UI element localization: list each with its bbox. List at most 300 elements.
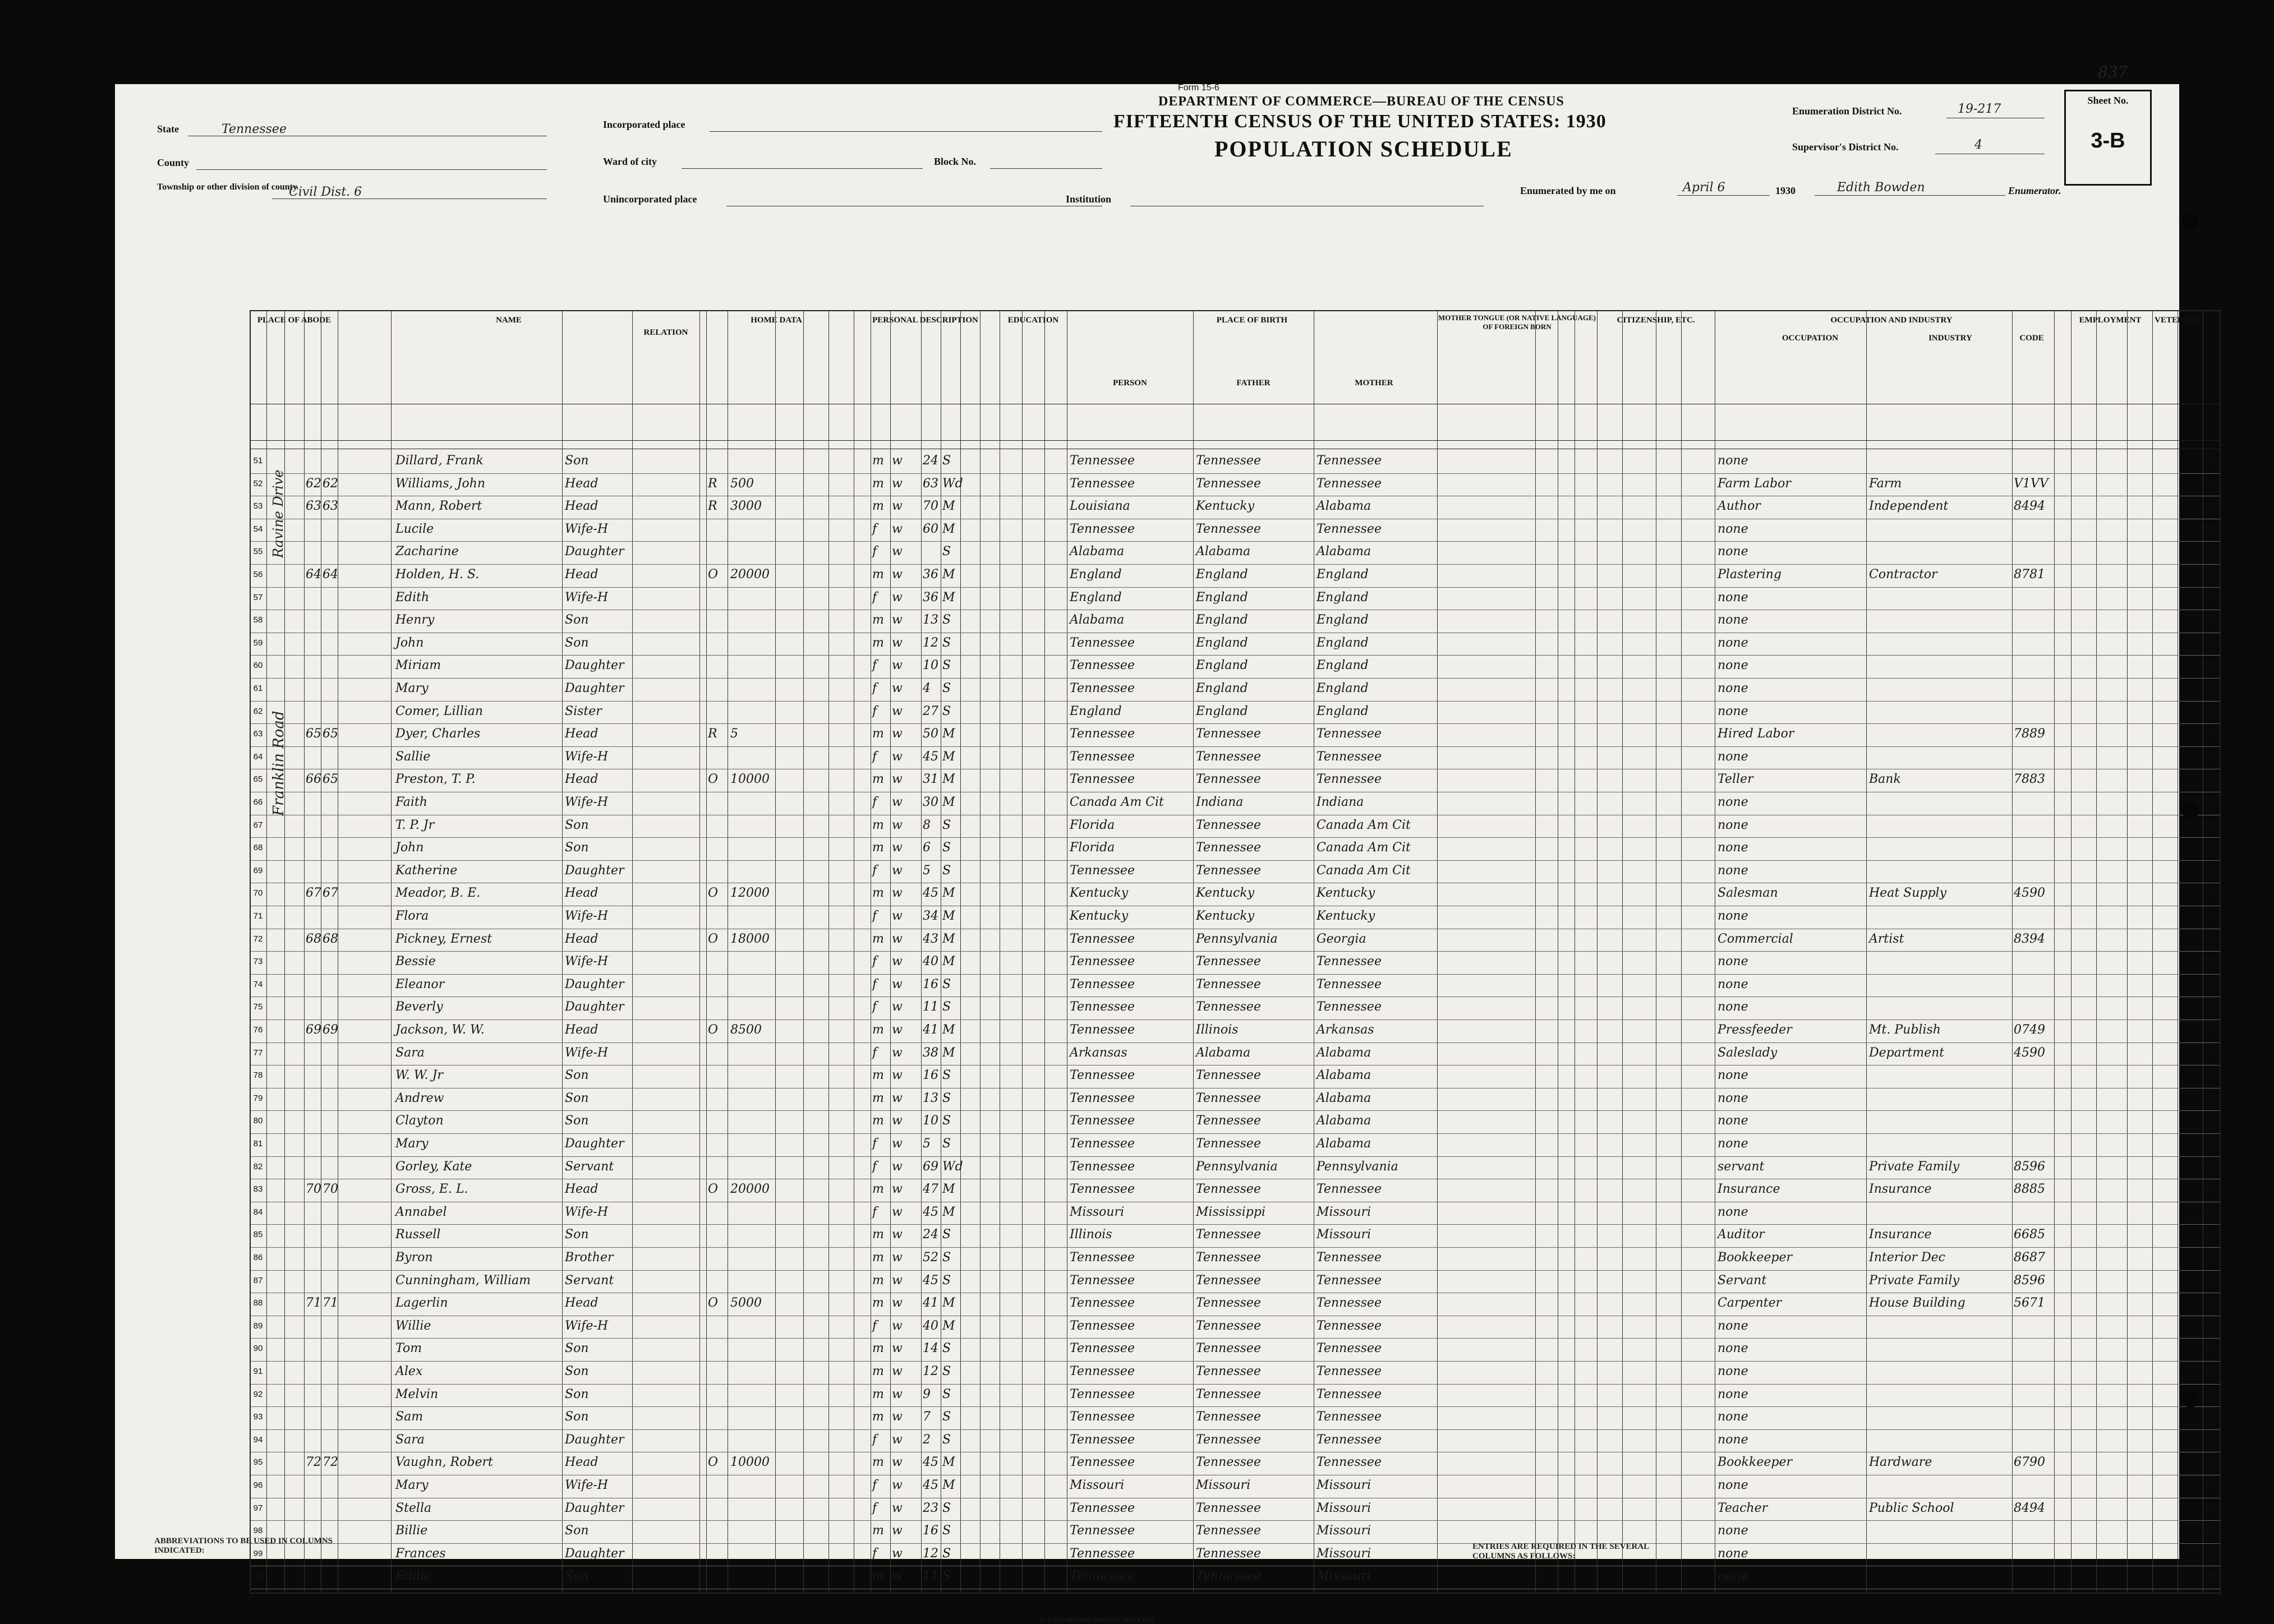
row-number: 71 [253,911,263,921]
cell-name: Gorley, Kate [395,1159,472,1174]
cell-name: Holden, H. S. [395,568,480,582]
row-number: 64 [253,751,263,762]
cell-sex: f [872,795,877,809]
column-line [1437,311,1438,1593]
row-line [251,587,2220,588]
cell-tenure: R [708,476,717,491]
row-line [251,951,2220,952]
row-number: 84 [2203,1207,2213,1217]
row-number: 75 [2203,1002,2213,1012]
cell-occ: Teacher [1718,1501,1768,1515]
cell-pob: Tennessee [1070,1182,1135,1197]
cell-name: Vaughn, Robert [395,1455,493,1470]
cell-sex: f [872,545,877,559]
cell-ind: Artist [1869,931,1904,946]
cell-occ: Bookkeeper [1718,1251,1792,1265]
cell-mpob: Tennessee [1316,1251,1382,1265]
cell-mpob: Alabama [1316,545,1371,559]
cell-mpob: England [1316,590,1369,605]
corner-note: 837 [2098,63,2128,81]
cell-code: 8687 [2014,1251,2045,1265]
cell-rel: Head [565,1455,599,1470]
cell-race: w [892,1410,903,1424]
row-number: 54 [253,524,263,534]
cell-age: 8 [923,818,931,832]
row-number: 96 [253,1480,263,1490]
cell-fpob: Tennessee [1196,1182,1261,1197]
row-number: 62 [253,706,263,716]
cell-fpob: Tennessee [1196,1091,1261,1105]
cell-rel: Son [565,1091,589,1105]
cell-sex: f [872,1045,877,1060]
cell-sex: m [872,818,884,832]
enumerator-field [1815,181,2005,196]
cell-tenure: R [708,727,717,741]
cell-mpob: Missouri [1316,1228,1371,1242]
cell-race: w [892,499,903,514]
cell-occ: none [1718,909,1748,923]
row-line [251,1361,2220,1362]
cell-race: w [892,1137,903,1151]
cell-occ: Teller [1718,772,1753,787]
cell-fpob: Tennessee [1196,841,1261,855]
cell-race: w [892,1501,903,1515]
cell-fpob: Tennessee [1196,1341,1261,1356]
row-number: 100 [251,1571,265,1581]
cell-mpob: England [1316,658,1369,673]
cell-name: Dillard, Frank [395,454,484,468]
township-label: Township or other division of county [157,182,297,192]
row-number: 84 [253,1207,263,1217]
cell-age: 38 [923,1045,938,1060]
row-number: 90 [2203,1344,2213,1354]
cell-fam: 67 [323,886,338,901]
cell-age: 30 [923,795,938,809]
cell-ms: S [942,1432,951,1447]
cell-race: w [892,1273,903,1288]
cell-rel: Son [565,454,589,468]
row-number: 97 [253,1503,263,1513]
cell-code: 7889 [2014,727,2045,741]
incorporated-label: Incorporated place [603,119,685,130]
row-number: 91 [253,1367,263,1376]
cell-mpob: Tennessee [1316,727,1382,741]
row-number: 79 [2203,1093,2213,1103]
column-line [1866,311,1867,1593]
column-line [1681,311,1682,1593]
cell-ms: S [942,1364,951,1378]
cell-pob: Tennessee [1070,1273,1135,1288]
cell-occ: none [1718,613,1748,628]
cell-ms: M [942,727,955,741]
cell-occ: Bookkeeper [1718,1455,1792,1470]
cell-fpob: Kentucky [1196,909,1255,923]
cell-tenure: O [708,1455,719,1470]
cell-sex: m [872,1524,884,1538]
cell-ms: S [942,1091,951,1105]
cell-sex: m [872,1296,884,1311]
cell-sex: f [872,1000,877,1014]
census-sheet [115,63,2216,1624]
row-number: 89 [2203,1321,2213,1331]
column-line [2071,311,2072,1593]
row-number: 57 [2203,592,2213,602]
cell-pob: Tennessee [1070,1501,1135,1515]
cell-race: w [892,818,903,832]
cell-ms: S [942,863,951,878]
cell-occ: none [1718,704,1748,718]
cell-ms: M [942,499,955,514]
cell-pob: Canada Am Cit [1070,795,1164,809]
cell-occ: none [1718,1524,1748,1538]
cell-pob: Tennessee [1070,1068,1135,1083]
row-number: 78 [253,1071,263,1081]
cell-fpob: Alabama [1196,1045,1251,1060]
cell-fam: 65 [323,727,338,741]
row-line [251,1520,2220,1521]
cell-name: Edith [395,590,430,605]
cell-fam: 65 [323,772,338,787]
row-number: 62 [2203,706,2213,716]
cell-age: 50 [923,727,938,741]
group-name: NAME [496,316,522,325]
row-number: 76 [2203,1025,2213,1035]
department-title: DEPARTMENT OF COMMERCE—BUREAU OF THE CENSUS [1158,94,1564,109]
row-number: 85 [2203,1230,2213,1240]
cell-age: 6 [923,841,931,855]
cell-name: Willie [395,1318,431,1333]
cell-fpob: Tennessee [1196,1455,1261,1470]
cell-pob: Tennessee [1070,1318,1135,1333]
cell-ms: S [942,1410,951,1424]
column-line [266,311,267,1593]
cell-tenure: R [708,499,717,514]
cell-mpob: Canada Am Cit [1316,818,1411,832]
cell-fpob: Tennessee [1196,977,1261,991]
row-line [251,701,2220,702]
cell-pob: Alabama [1070,545,1125,559]
row-number: 95 [253,1457,263,1468]
cell-race: w [892,1569,903,1584]
cell-age: 10 [923,1114,938,1128]
township-value: Civil Dist. 6 [289,185,362,199]
cell-sex: m [872,1364,884,1378]
cell-age: 45 [923,1273,938,1288]
cell-code: 8394 [2014,931,2045,946]
group-relation: RELATION [643,328,688,337]
cell-occ: none [1718,1478,1748,1492]
cell-fpob: Tennessee [1196,1318,1261,1333]
cell-rel: Head [565,1296,599,1311]
code-header: CODE [2019,334,2044,343]
cell-sex: f [872,1137,877,1151]
cell-sex: f [872,1432,877,1447]
cell-ind: Heat Supply [1869,886,1947,901]
cell-race: w [892,841,903,855]
row-number: 61 [253,684,263,693]
cell-occ: Plastering [1718,568,1782,582]
row-number: 83 [2203,1184,2213,1194]
cell-mpob: Alabama [1316,499,1371,514]
cell-pob: Florida [1070,818,1115,832]
industry-header: INDUSTRY [1928,334,1972,343]
cell-ms: M [942,1205,955,1219]
cell-ms: M [942,1045,955,1060]
cell-fpob: Tennessee [1196,1364,1261,1378]
cell-ind: Mt. Publish [1869,1023,1941,1037]
cell-pob: Tennessee [1070,1387,1135,1401]
cell-dw: 72 [306,1455,321,1470]
enumerated-date-field [1677,181,1770,196]
cell-tenure: O [708,568,719,582]
cell-rel: Head [565,568,599,582]
cell-fpob: England [1196,613,1248,628]
row-number: 68 [253,843,263,853]
cell-name: Williams, John [395,476,486,491]
cell-occ: none [1718,977,1748,991]
cell-mpob: England [1316,568,1369,582]
column-line [2012,311,2013,1593]
population-table [250,310,2221,1594]
cell-name: Melvin [395,1387,439,1401]
binder-hole [2182,1391,2199,1408]
cell-pob: Tennessee [1070,1114,1135,1128]
cell-rel: Daughter [565,1000,624,1014]
cell-tenure: O [708,1023,719,1037]
cell-age: 5 [923,1137,931,1151]
row-number: 86 [253,1253,263,1262]
cell-occ: none [1718,1432,1748,1447]
cell-code: 8781 [2014,568,2045,582]
row-line [251,655,2220,656]
cell-value: 10000 [730,1455,770,1470]
cell-tenure: O [708,1296,719,1311]
printer-note: U. S. GOVERNMENT PRINTING OFFICE 1930 [1041,1618,1154,1624]
cell-race: w [892,1318,903,1333]
cell-occ: none [1718,1341,1748,1356]
cell-ms: S [942,1524,951,1538]
cell-ms: M [942,1182,955,1197]
cell-race: w [892,704,903,718]
cell-name: Meador, B. E. [395,886,481,901]
cell-sex: f [872,1318,877,1333]
cell-age: 9 [923,1387,931,1401]
cell-name: Gross, E. L. [395,1182,468,1197]
cell-name: Frances [395,1546,446,1561]
cell-fpob: Tennessee [1196,863,1261,878]
row-number: 95 [2203,1457,2213,1468]
cell-race: w [892,658,903,673]
cell-value: 18000 [730,931,770,946]
cell-occ: none [1718,1546,1748,1561]
cell-race: w [892,1114,903,1128]
row-number: 58 [2203,615,2213,625]
cell-mpob: Tennessee [1316,749,1382,764]
row-number: 87 [2203,1275,2213,1285]
cell-sex: m [872,635,884,650]
row-number: 75 [253,1002,263,1012]
cell-ms: M [942,1023,955,1037]
cell-sex: m [872,1387,884,1401]
supervisor-label: Supervisor's District No. [1792,141,1899,153]
cell-mpob: Missouri [1316,1478,1371,1492]
row-number: 94 [2203,1434,2213,1445]
cell-rel: Daughter [565,863,624,878]
row-number: 93 [2203,1412,2213,1422]
row-number: 73 [253,957,263,967]
cell-rel: Wife-H [565,795,609,809]
row-number: 61 [2203,684,2213,693]
row-number: 51 [2203,456,2213,465]
row-number: 73 [2203,957,2213,967]
cell-mpob: England [1316,681,1369,695]
cell-pob: England [1070,590,1122,605]
cell-age: 45 [923,749,938,764]
cell-mpob: Alabama [1316,1045,1371,1060]
row-number: 79 [253,1093,263,1103]
cell-rel: Head [565,931,599,946]
cell-fpob: Alabama [1196,545,1251,559]
cell-fpob: England [1196,635,1248,650]
cell-code: 5671 [2014,1296,2045,1311]
row-line [251,1133,2220,1134]
group-education: EDUCATION [1007,316,1059,325]
cell-name: Pickney, Ernest [395,931,492,946]
cell-ind: House Building [1869,1296,1965,1311]
cell-pob: Tennessee [1070,1000,1135,1014]
cell-race: w [892,931,903,946]
cell-sex: m [872,772,884,787]
cell-occ: none [1718,841,1748,855]
cell-pob: Tennessee [1070,635,1135,650]
cell-rel: Head [565,772,599,787]
supervisor-value: 4 [1974,138,1982,152]
cell-ms: S [942,1546,951,1561]
cell-fpob: Tennessee [1196,454,1261,468]
cell-race: w [892,1455,903,1470]
cell-fpob: Tennessee [1196,727,1261,741]
cell-occ: Author [1718,499,1761,514]
cell-race: w [892,863,903,878]
cell-mpob: Missouri [1316,1205,1371,1219]
birth-mother-header: MOTHER [1355,379,1393,387]
cell-value: 3000 [730,499,762,514]
schedule-title: POPULATION SCHEDULE [1214,136,1513,162]
cell-pob: Tennessee [1070,522,1135,536]
cell-sex: f [872,1205,877,1219]
cell-mpob: Kentucky [1316,886,1375,901]
cell-fpob: Tennessee [1196,1228,1261,1242]
cell-ind: Department [1869,1045,1945,1060]
cell-fpob: Tennessee [1196,1501,1261,1515]
row-line [251,678,2220,679]
cell-name: Eleanor [395,977,445,991]
cell-occ: Carpenter [1718,1296,1782,1311]
cell-age: 13 [923,613,938,628]
row-number: 68 [2203,843,2213,853]
cell-name: Cunningham, William [395,1273,531,1288]
cell-ms: S [942,635,951,650]
cell-name: Lucile [395,522,434,536]
cell-age: 10 [923,658,938,673]
cell-code: 0749 [2014,1023,2045,1037]
institution-field [1130,192,1484,206]
cell-rel: Wife-H [565,1318,609,1333]
row-number: 93 [253,1412,263,1422]
column-line [2054,311,2055,1593]
cell-occ: none [1718,1387,1748,1401]
column-line [921,311,922,1593]
cell-code: 8494 [2014,1501,2045,1515]
cell-pob: Tennessee [1070,1569,1135,1584]
cell-mpob: Georgia [1316,931,1366,946]
cell-pob: Tennessee [1070,1341,1135,1356]
cell-sex: f [872,954,877,969]
row-number: 85 [253,1230,263,1240]
row-number: 94 [253,1434,263,1445]
cell-sex: f [872,658,877,673]
census-title: FIFTEENTH CENSUS OF THE UNITED STATES: 1930 [1113,111,1606,132]
cell-ms: M [942,795,955,809]
county-label: County [157,157,190,168]
cell-pob: Tennessee [1070,1023,1135,1037]
cell-rel: Wife-H [565,1478,609,1492]
row-number: 70 [253,888,263,898]
cell-rel: Wife-H [565,909,609,923]
cell-mpob: Kentucky [1316,909,1375,923]
cell-age: 16 [923,1524,938,1538]
cell-sex: m [872,454,884,468]
cell-name: Alex [395,1364,423,1378]
cell-value: 8500 [730,1023,762,1037]
cell-occ: none [1718,818,1748,832]
county-field [196,156,547,170]
cell-age: 11 [923,1000,938,1014]
enum-district-label: Enumeration District No. [1792,105,1902,117]
row-number: 89 [253,1321,263,1331]
cell-rel: Son [565,1228,589,1242]
row-number: 60 [2203,661,2213,671]
cell-sex: m [872,727,884,741]
cell-ms: M [942,522,955,536]
cell-race: w [892,1023,903,1037]
cell-race: w [892,1159,903,1174]
cell-rel: Servant [565,1273,614,1288]
cell-rel: Servant [565,1159,614,1174]
cell-sex: m [872,1273,884,1288]
group-citizenship: CITIZENSHIP, ETC. [1617,316,1695,325]
cell-rel: Wife-H [565,954,609,969]
row-number: 100 [2201,1571,2216,1581]
row-number: 83 [253,1184,263,1194]
cell-ms: S [942,1341,951,1356]
cell-sex: m [872,476,884,491]
cell-rel: Son [565,841,589,855]
cell-pob: Tennessee [1070,977,1135,991]
cell-pob: Tennessee [1070,727,1135,741]
row-number: 55 [253,547,263,557]
cell-occ: Auditor [1718,1228,1765,1242]
row-number: 82 [253,1161,263,1171]
cell-mpob: Missouri [1316,1501,1371,1515]
cell-rel: Son [565,818,589,832]
row-number: 92 [253,1389,263,1399]
cell-ms: S [942,545,951,559]
row-number: 69 [2203,865,2213,875]
cell-race: w [892,954,903,969]
cell-age: 52 [923,1251,938,1265]
cell-name: Katherine [395,863,458,878]
